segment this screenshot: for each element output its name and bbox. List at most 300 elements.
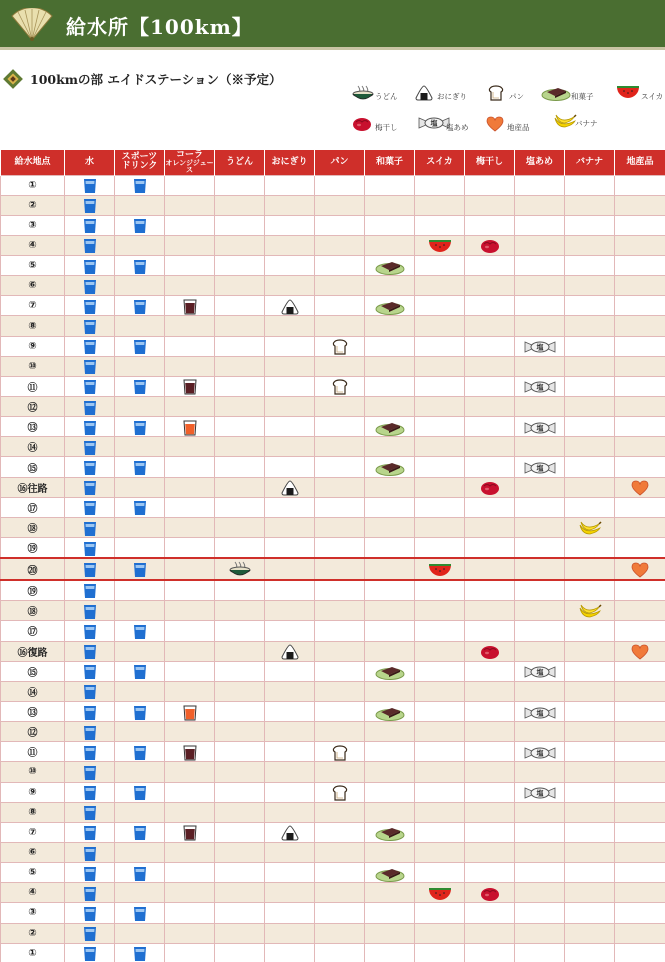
- cell-cola: [165, 762, 215, 782]
- table-row: [1, 437, 665, 457]
- cell-water: [65, 538, 115, 559]
- water-icon: [83, 196, 97, 215]
- table-row: [1, 903, 665, 923]
- cell-wagashi: [365, 681, 415, 701]
- cell-local: [615, 437, 665, 457]
- svg-text:塩: 塩: [536, 343, 543, 352]
- station-number: ①: [1, 175, 65, 195]
- cell-umeboshi: [465, 762, 515, 782]
- cell-candy: [515, 701, 565, 721]
- cell-cola: [165, 722, 215, 742]
- candy-icon: [524, 662, 556, 681]
- cell-watermelon: [415, 903, 465, 923]
- cell-candy: [515, 356, 565, 376]
- cell-wagashi: [365, 782, 415, 802]
- cell-bread: [315, 397, 365, 417]
- column-header-udon: うどん: [215, 150, 265, 175]
- sports-icon: [133, 296, 147, 315]
- cell-watermelon: [415, 376, 465, 396]
- cell-wagashi: [365, 437, 415, 457]
- cola-icon: [183, 742, 197, 761]
- cell-umeboshi: [465, 558, 515, 580]
- water-icon: [83, 397, 97, 416]
- cell-watermelon: [415, 497, 465, 517]
- cell-cola: [165, 558, 215, 580]
- water-icon: [83, 662, 97, 681]
- cell-local: [615, 701, 665, 721]
- cell-wagashi: [365, 701, 415, 721]
- table-row: [1, 397, 665, 417]
- cell-onigiri: [265, 497, 315, 517]
- cell-cola: [165, 802, 215, 822]
- cell-umeboshi: [465, 477, 515, 497]
- cell-onigiri: [265, 558, 315, 580]
- table-row: [1, 923, 665, 943]
- station-number: ⑭: [1, 681, 65, 701]
- cell-bread: [315, 215, 365, 235]
- cell-local: [615, 316, 665, 336]
- station-number: ⑤: [1, 863, 65, 883]
- cell-udon: [215, 517, 265, 538]
- cell-watermelon: [415, 477, 465, 497]
- station-number: ⑮: [1, 661, 65, 681]
- cell-banana: [565, 256, 615, 276]
- cell-sports: [115, 457, 165, 477]
- legend-label: バナナ: [575, 119, 598, 128]
- cell-candy: [515, 477, 565, 497]
- water-icon: [83, 601, 97, 620]
- cell-water: [65, 681, 115, 701]
- cell-umeboshi: [465, 376, 515, 396]
- water-icon: [83, 337, 97, 356]
- cell-sports: [115, 316, 165, 336]
- cell-watermelon: [415, 538, 465, 559]
- onigiri-icon: [281, 296, 299, 315]
- cell-banana: [565, 903, 615, 923]
- table-row: [1, 215, 665, 235]
- cell-bread: [315, 457, 365, 477]
- cell-local: [615, 558, 665, 580]
- cell-onigiri: [265, 802, 315, 822]
- cell-candy: [515, 497, 565, 517]
- cell-wagashi: [365, 235, 415, 255]
- cell-wagashi: [365, 842, 415, 862]
- cell-candy: [515, 681, 565, 701]
- cell-local: [615, 722, 665, 742]
- water-icon: [83, 458, 97, 477]
- cell-local: [615, 497, 665, 517]
- cell-bread: [315, 822, 365, 842]
- cell-banana: [565, 195, 615, 215]
- station-number: ②: [1, 195, 65, 215]
- cell-candy: [515, 195, 565, 215]
- station-number: ④: [1, 883, 65, 903]
- cell-banana: [565, 397, 615, 417]
- water-icon: [83, 377, 97, 396]
- cell-sports: [115, 175, 165, 195]
- cell-bread: [315, 641, 365, 661]
- station-number: ④: [1, 235, 65, 255]
- cell-wagashi: [365, 722, 415, 742]
- cell-bread: [315, 195, 365, 215]
- cell-cola: [165, 356, 215, 376]
- onigiri-icon: [281, 478, 299, 497]
- water-icon: [83, 581, 97, 600]
- wagashi-icon: [375, 863, 405, 882]
- cell-banana: [565, 661, 615, 681]
- bread-icon: [332, 783, 348, 802]
- water-icon: [83, 702, 97, 721]
- cell-cola: [165, 417, 215, 437]
- cell-candy: [515, 722, 565, 742]
- water-icon: [83, 642, 97, 661]
- cell-wagashi: [365, 417, 415, 437]
- orange-icon: [183, 702, 197, 721]
- cola-icon: [183, 296, 197, 315]
- umeboshi-icon: [480, 236, 500, 255]
- cell-udon: [215, 641, 265, 661]
- cell-cola: [165, 903, 215, 923]
- table-row: [1, 580, 665, 601]
- svg-text:塩: 塩: [536, 709, 543, 718]
- cell-umeboshi: [465, 336, 515, 356]
- station-number: ⑬: [1, 417, 65, 437]
- cell-wagashi: [365, 580, 415, 601]
- station-number: ③: [1, 215, 65, 235]
- cell-water: [65, 580, 115, 601]
- cell-wagashi: [365, 457, 415, 477]
- water-icon: [83, 621, 97, 640]
- cell-bread: [315, 600, 365, 621]
- cell-candy: [515, 256, 565, 276]
- cell-wagashi: [365, 903, 415, 923]
- cell-onigiri: [265, 701, 315, 721]
- cell-wagashi: [365, 762, 415, 782]
- cell-cola: [165, 195, 215, 215]
- cell-wagashi: [365, 175, 415, 195]
- column-header-sports: スポーツ ドリンク: [115, 150, 165, 175]
- cell-bread: [315, 376, 365, 396]
- sports-icon: [133, 560, 147, 579]
- cell-banana: [565, 437, 615, 457]
- cell-candy: [515, 903, 565, 923]
- cell-udon: [215, 580, 265, 601]
- sports-icon: [133, 621, 147, 640]
- page-header: [0, 0, 665, 50]
- cell-udon: [215, 661, 265, 681]
- water-icon: [83, 682, 97, 701]
- cell-wagashi: [365, 802, 415, 822]
- cell-sports: [115, 822, 165, 842]
- cell-cola: [165, 621, 215, 641]
- cell-umeboshi: [465, 256, 515, 276]
- cell-watermelon: [415, 782, 465, 802]
- cell-wagashi: [365, 822, 415, 842]
- cell-water: [65, 376, 115, 396]
- cell-candy: [515, 923, 565, 943]
- cell-watermelon: [415, 842, 465, 862]
- cell-water: [65, 356, 115, 376]
- water-icon: [83, 722, 97, 741]
- cell-wagashi: [365, 276, 415, 296]
- cell-udon: [215, 883, 265, 903]
- water-icon: [83, 296, 97, 315]
- cell-onigiri: [265, 517, 315, 538]
- cell-watermelon: [415, 822, 465, 842]
- cell-wagashi: [365, 296, 415, 316]
- cell-cola: [165, 863, 215, 883]
- cell-water: [65, 802, 115, 822]
- svg-text:塩: 塩: [536, 668, 543, 677]
- cell-onigiri: [265, 477, 315, 497]
- cell-cola: [165, 842, 215, 862]
- cell-watermelon: [415, 356, 465, 376]
- cell-banana: [565, 822, 615, 842]
- cell-udon: [215, 701, 265, 721]
- station-number: ⑱: [1, 517, 65, 538]
- station-number: ⑰: [1, 497, 65, 517]
- cell-umeboshi: [465, 397, 515, 417]
- cell-onigiri: [265, 742, 315, 762]
- cell-banana: [565, 417, 615, 437]
- cell-onigiri: [265, 661, 315, 681]
- station-number: ⑱: [1, 600, 65, 621]
- cell-umeboshi: [465, 822, 515, 842]
- water-icon: [83, 417, 97, 436]
- cell-udon: [215, 822, 265, 842]
- cell-bread: [315, 903, 365, 923]
- cell-onigiri: [265, 296, 315, 316]
- cell-sports: [115, 722, 165, 742]
- cell-watermelon: [415, 661, 465, 681]
- cell-local: [615, 661, 665, 681]
- cell-banana: [565, 497, 615, 517]
- cell-candy: [515, 316, 565, 336]
- cell-umeboshi: [465, 538, 515, 559]
- cell-udon: [215, 558, 265, 580]
- water-icon: [83, 437, 97, 456]
- cell-bread: [315, 762, 365, 782]
- cell-sports: [115, 256, 165, 276]
- cell-banana: [565, 276, 615, 296]
- cell-watermelon: [415, 883, 465, 903]
- cell-water: [65, 517, 115, 538]
- cell-udon: [215, 477, 265, 497]
- cell-candy: [515, 336, 565, 356]
- cell-bread: [315, 256, 365, 276]
- cell-banana: [565, 477, 615, 497]
- cell-umeboshi: [465, 923, 515, 943]
- cell-sports: [115, 742, 165, 762]
- station-number: ⑨: [1, 782, 65, 802]
- table-row: [1, 477, 665, 497]
- cell-banana: [565, 517, 615, 538]
- cell-candy: [515, 822, 565, 842]
- column-header-wagashi: 和菓子: [365, 150, 415, 175]
- local-icon: [631, 642, 649, 661]
- cell-bread: [315, 417, 365, 437]
- cell-water: [65, 863, 115, 883]
- cell-onigiri: [265, 641, 315, 661]
- cell-local: [615, 457, 665, 477]
- column-header-water: 水: [65, 150, 115, 175]
- cell-sports: [115, 883, 165, 903]
- cell-cola: [165, 316, 215, 336]
- cell-banana: [565, 923, 615, 943]
- cell-local: [615, 621, 665, 641]
- cell-wagashi: [365, 621, 415, 641]
- cell-watermelon: [415, 296, 465, 316]
- station-number: ⑦: [1, 296, 65, 316]
- station-number: ⑬: [1, 701, 65, 721]
- cell-banana: [565, 215, 615, 235]
- table-row: [1, 641, 665, 661]
- cell-cola: [165, 742, 215, 762]
- cell-sports: [115, 943, 165, 962]
- cell-watermelon: [415, 256, 465, 276]
- cell-sports: [115, 641, 165, 661]
- cell-watermelon: [415, 316, 465, 336]
- watermelon-icon: [428, 883, 452, 902]
- cell-bread: [315, 235, 365, 255]
- sports-icon: [133, 742, 147, 761]
- onigiri-icon: [281, 642, 299, 661]
- cell-wagashi: [365, 397, 415, 417]
- cell-watermelon: [415, 517, 465, 538]
- svg-text:塩: 塩: [536, 383, 543, 392]
- table-row: [1, 822, 665, 842]
- table-header-row: [1, 150, 665, 175]
- water-icon: [83, 823, 97, 842]
- cell-candy: [515, 397, 565, 417]
- cell-onigiri: [265, 681, 315, 701]
- table-row: [1, 376, 665, 396]
- cell-watermelon: [415, 600, 465, 621]
- table-row: [1, 497, 665, 517]
- station-number: ⑥: [1, 276, 65, 296]
- cell-umeboshi: [465, 863, 515, 883]
- cell-candy: [515, 175, 565, 195]
- cell-udon: [215, 943, 265, 962]
- cell-sports: [115, 558, 165, 580]
- candy-icon: [524, 458, 556, 477]
- legend-label: パン: [509, 92, 524, 101]
- station-number: ⑫: [1, 397, 65, 417]
- water-icon: [83, 236, 97, 255]
- sports-icon: [133, 377, 147, 396]
- cell-local: [615, 477, 665, 497]
- cell-udon: [215, 437, 265, 457]
- cell-local: [615, 256, 665, 276]
- candy-icon: [524, 337, 556, 356]
- cell-watermelon: [415, 722, 465, 742]
- cell-onigiri: [265, 722, 315, 742]
- cell-sports: [115, 863, 165, 883]
- station-number: ⑭: [1, 437, 65, 457]
- water-icon: [83, 276, 97, 295]
- cell-sports: [115, 215, 165, 235]
- cell-banana: [565, 681, 615, 701]
- cell-banana: [565, 316, 615, 336]
- sports-icon: [133, 823, 147, 842]
- cell-watermelon: [415, 336, 465, 356]
- column-header-umeboshi: 梅干し: [465, 150, 515, 175]
- cell-local: [615, 742, 665, 762]
- cell-bread: [315, 477, 365, 497]
- wagashi-icon: [375, 417, 405, 436]
- sports-icon: [133, 498, 147, 517]
- cell-udon: [215, 195, 265, 215]
- cell-wagashi: [365, 863, 415, 883]
- cell-onigiri: [265, 903, 315, 923]
- cell-candy: [515, 802, 565, 822]
- cell-onigiri: [265, 822, 315, 842]
- cell-umeboshi: [465, 943, 515, 962]
- sports-icon: [133, 662, 147, 681]
- cell-onigiri: [265, 215, 315, 235]
- cell-cola: [165, 538, 215, 559]
- cell-sports: [115, 762, 165, 782]
- cell-banana: [565, 621, 615, 641]
- cell-umeboshi: [465, 782, 515, 802]
- cell-cola: [165, 256, 215, 276]
- cell-banana: [565, 336, 615, 356]
- table-row: [1, 356, 665, 376]
- cell-onigiri: [265, 943, 315, 962]
- cell-udon: [215, 497, 265, 517]
- cell-cola: [165, 215, 215, 235]
- cell-local: [615, 842, 665, 862]
- cell-banana: [565, 376, 615, 396]
- table-row: [1, 276, 665, 296]
- cell-udon: [215, 782, 265, 802]
- cell-umeboshi: [465, 621, 515, 641]
- umeboshi-icon: [480, 883, 500, 902]
- cell-local: [615, 517, 665, 538]
- cell-udon: [215, 296, 265, 316]
- cell-sports: [115, 437, 165, 457]
- table-row: [1, 762, 665, 782]
- station-number: ⑲: [1, 580, 65, 601]
- column-header-watermelon: スイカ: [415, 150, 465, 175]
- cell-umeboshi: [465, 883, 515, 903]
- table-row: [1, 742, 665, 762]
- orange-icon: [183, 417, 197, 436]
- station-number: ①: [1, 943, 65, 962]
- station-number: ⑦: [1, 822, 65, 842]
- cell-udon: [215, 903, 265, 923]
- cell-umeboshi: [465, 903, 515, 923]
- cell-onigiri: [265, 762, 315, 782]
- cell-water: [65, 195, 115, 215]
- table-row: [1, 701, 665, 721]
- wagashi-icon: [375, 458, 405, 477]
- cell-bread: [315, 316, 365, 336]
- umeboshi-icon: [480, 642, 500, 661]
- sports-icon: [133, 903, 147, 922]
- cell-water: [65, 276, 115, 296]
- cell-banana: [565, 842, 615, 862]
- cell-onigiri: [265, 235, 315, 255]
- cell-cola: [165, 175, 215, 195]
- cell-local: [615, 782, 665, 802]
- cell-local: [615, 903, 665, 923]
- cell-umeboshi: [465, 681, 515, 701]
- legend-label: 梅干し: [375, 123, 398, 132]
- station-number: ⑩: [1, 762, 65, 782]
- cell-water: [65, 600, 115, 621]
- cell-local: [615, 376, 665, 396]
